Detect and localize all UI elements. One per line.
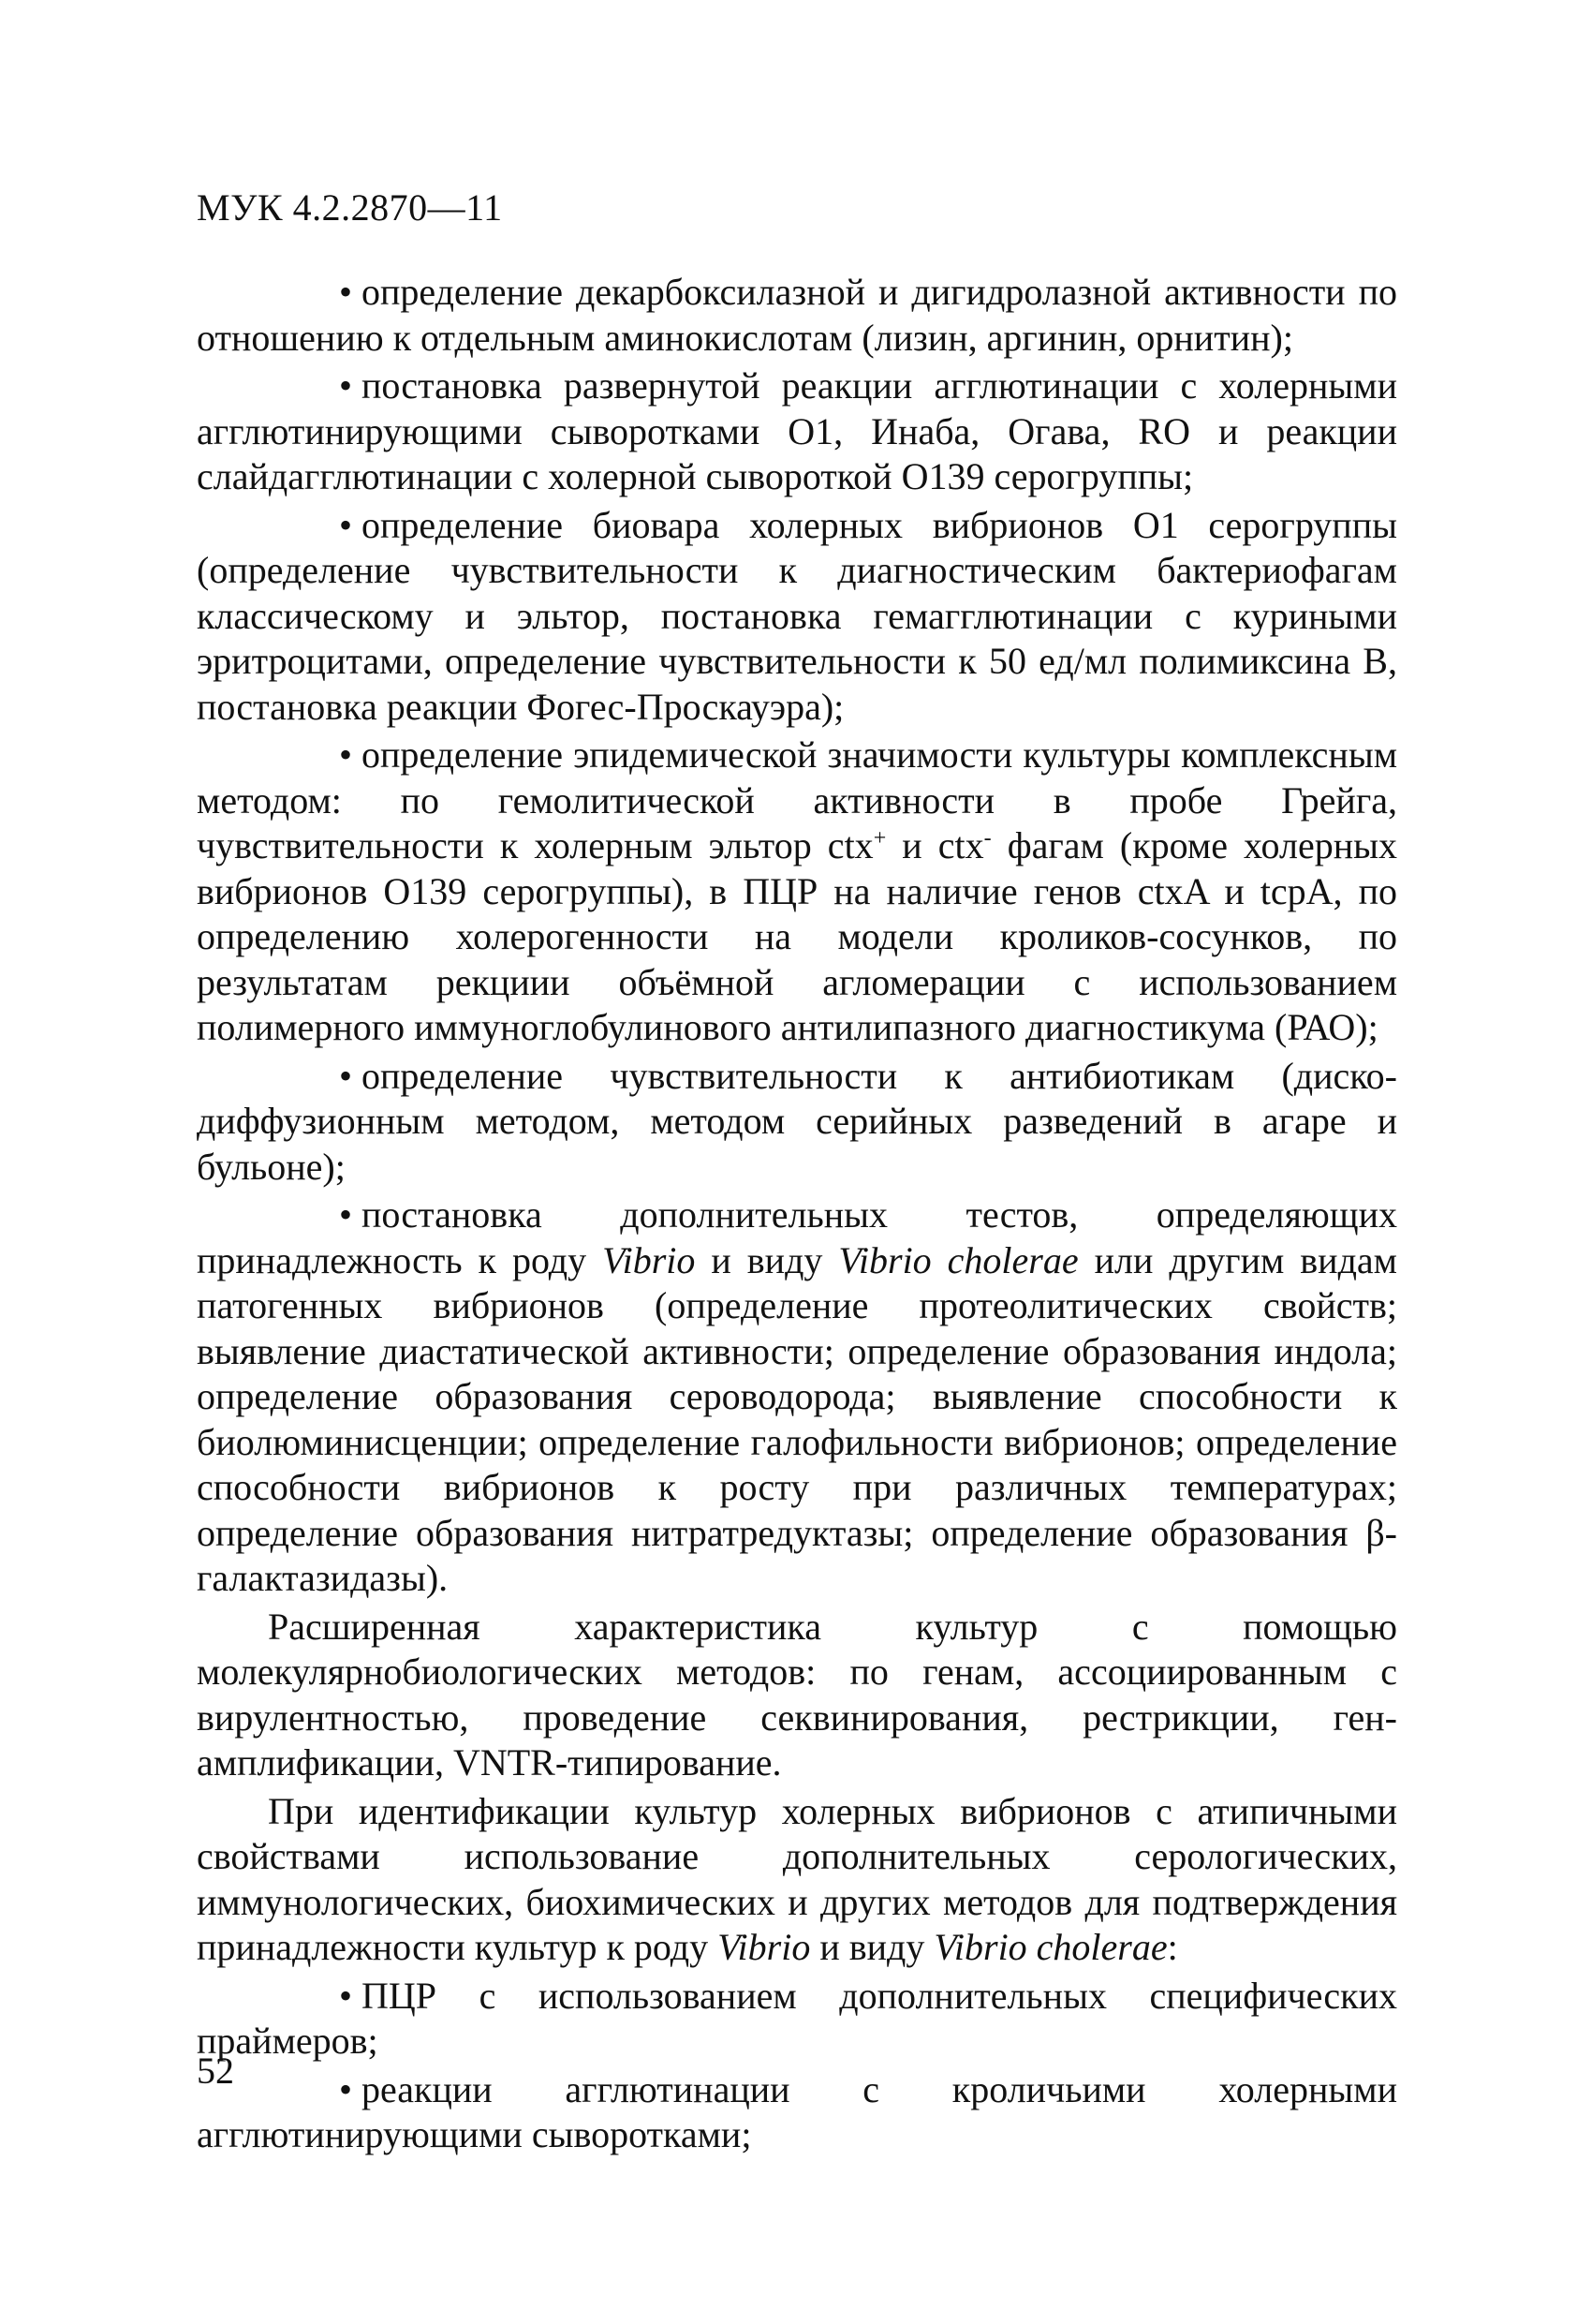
bullet-icon: • — [339, 733, 353, 776]
bullet-list-item — [197, 1974, 1397, 2065]
bullet-list-item — [197, 1192, 1397, 1602]
bullet-list-item — [197, 503, 1397, 731]
superscript-text: + — [873, 826, 887, 851]
document-code-header: МУК 4.2.2870—11 — [197, 186, 503, 229]
italic-species-name: Vibrio cholerae — [934, 1926, 1168, 1968]
text-run: : — [1167, 1926, 1178, 1968]
bullet-icon: • — [339, 2067, 353, 2110]
bullet-icon: • — [339, 364, 353, 407]
text-run: определение декарбоксилазной и дигидролазной активности по отношению к отдельным аминокислотам (лизин, аргинин, орнитин); — [197, 271, 1397, 359]
text-run: При идентификации культур холерных вибрионов с атипичными свойствами использование дополнительных серологических, иммунологических, биохимических и других методов для подтверждения принадлежности культур к роду — [197, 1789, 1397, 1968]
bullet-list-item — [197, 270, 1397, 361]
bullet-list-item — [197, 2067, 1397, 2158]
bullet-list-item — [197, 1054, 1397, 1191]
text-run: фагам (кроме холерных вибрионов О139 серогруппы), в ПЦР на наличие генов ctxA и tcpA, по определению холерогенности на модели кроликов-сосунков, по результатам рекциии объёмной агломерации с использованием полимерного иммуноглобулинового антилипазного диагностикума (РАО); — [197, 824, 1397, 1048]
italic-species-name: Vibrio — [717, 1926, 811, 1968]
superscript-text: - — [983, 826, 992, 851]
body-paragraph — [197, 1605, 1397, 1786]
text-run: или другим видам патогенных вибрионов (определение протеолитических свойств; выявление диастатической активности; определение образования индола; определение образования сероводорода; выявление способности к биолюминисценции; определение галофильности вибрионов; определение способности вибрионов к росту при различных температурах; определение образования нитратредуктазы; определение образования β-галактазидазы). — [197, 1238, 1397, 1599]
bullet-icon: • — [339, 271, 353, 313]
text-run: реакции агглютинации с кроличьими холерными агглютинирующими сыворотками; — [197, 2067, 1397, 2155]
text-run: определение чувствительности к антибиотикам (диско-диффузионным методом, методом серийных разведений в агаре и бульоне); — [197, 1054, 1397, 1188]
text-run: определение биовара холерных вибрионов О1 серогруппы (определение чувствительности к диагностическим бактериофагам классическому и эльтор, постановка гемагглютинации с куриными эритроцитами, определение чувствительности к 50 ед/мл полимиксина В, постановка реакции Фогес-Проскауэра); — [197, 503, 1397, 728]
text-run: Расширенная характеристика культур с помощью молекулярнобиологических методов: по генам, ассоциированным с вирулентностью, проведение секвинирования, рестрикции, ген-амплификации, VNTR-типирование. — [197, 1605, 1397, 1784]
italic-species-name: Vibrio cholerae — [838, 1238, 1079, 1281]
page-number: 52 — [197, 2050, 234, 2092]
text-run: и виду — [695, 1238, 839, 1281]
text-run: и ctx — [886, 824, 984, 866]
bullet-icon: • — [339, 1054, 353, 1097]
text-run: постановка дополнительных тестов, определяющих принадлежность к роду — [197, 1193, 1397, 1281]
bullet-icon: • — [339, 1974, 353, 2017]
bullet-icon: • — [339, 1193, 353, 1236]
text-run: определение эпидемической значимости культуры комплексным методом: по гемолитической активности в пробе Грейга, чувствительности к холерным эльтор ctx — [197, 733, 1397, 866]
body-paragraph — [197, 1789, 1397, 1971]
text-run: ПЦР с использованием дополнительных специфических праймеров; — [197, 1974, 1397, 2062]
text-run: и виду — [810, 1926, 935, 1968]
body-text — [197, 270, 1397, 2161]
bullet-icon: • — [339, 503, 353, 546]
bullet-list-item — [197, 363, 1397, 500]
text-run: постановка развернутой реакции агглютинации с холерными агглютинирующими сыворотками О1, Инаба, Огава, RO и реакции слайдагглютинации с холерной сывороткой О139 серогруппы; — [197, 364, 1397, 497]
bullet-list-item — [197, 733, 1397, 1051]
italic-species-name: Vibrio — [602, 1238, 696, 1281]
